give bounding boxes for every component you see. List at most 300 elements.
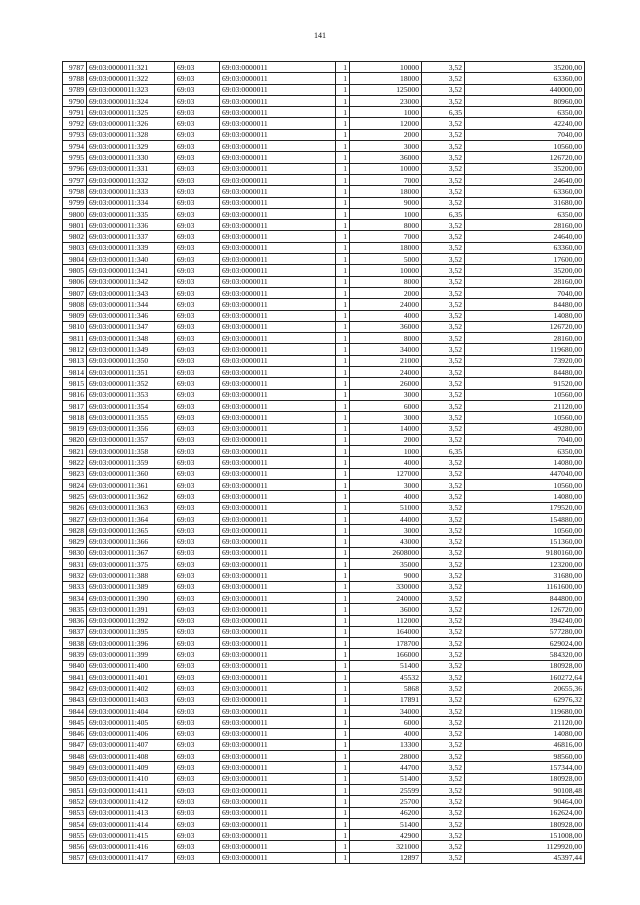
quarter-number-cell: 69:03:0000011 <box>220 118 336 129</box>
specific-value-cell: 3,52 <box>422 84 465 95</box>
cadastral-value-cell: 154880,00 <box>465 513 585 524</box>
table-row <box>63 581 585 592</box>
region-code-cell: 69:03 <box>175 796 220 807</box>
parcel-count-cell: 1 <box>336 592 350 603</box>
specific-value-cell: 3,52 <box>422 785 465 796</box>
quarter-number-cell: 69:03:0000011 <box>220 62 336 73</box>
quarter-number-cell: 69:03:0000011 <box>220 84 336 95</box>
cadastral-value-cell: 126720,00 <box>465 152 585 163</box>
area-value-cell: 125000 <box>350 84 422 95</box>
row-number-cell: 9830 <box>63 547 87 558</box>
cadastral-number-cell: 69:03:0000011:405 <box>87 717 175 728</box>
parcel-count-cell: 1 <box>336 785 350 796</box>
quarter-number-cell: 69:03:0000011 <box>220 751 336 762</box>
specific-value-cell: 3,52 <box>422 389 465 400</box>
cadastral-value-cell: 180928,00 <box>465 773 585 784</box>
parcel-count-cell: 1 <box>336 818 350 829</box>
region-code-cell: 69:03 <box>175 95 220 106</box>
quarter-number-cell: 69:03:0000011 <box>220 287 336 298</box>
region-code-cell: 69:03 <box>175 231 220 242</box>
region-code-cell: 69:03 <box>175 818 220 829</box>
cadastral-value-cell: 17600,00 <box>465 254 585 265</box>
row-number-cell: 9857 <box>63 852 87 863</box>
cadastral-value-cell: 35200,00 <box>465 163 585 174</box>
quarter-number-cell: 69:03:0000011 <box>220 785 336 796</box>
specific-value-cell: 3,52 <box>422 276 465 287</box>
area-value-cell: 2000 <box>350 434 422 445</box>
cadastral-value-cell: 10560,00 <box>465 141 585 152</box>
parcel-count-cell: 1 <box>336 220 350 231</box>
row-number-cell: 9842 <box>63 683 87 694</box>
specific-value-cell: 3,52 <box>422 254 465 265</box>
cadastral-number-cell: 69:03:0000011:396 <box>87 638 175 649</box>
region-code-cell: 69:03 <box>175 649 220 660</box>
region-code-cell: 69:03 <box>175 491 220 502</box>
specific-value-cell: 3,52 <box>422 423 465 434</box>
cadastral-value-cell: 80960,00 <box>465 95 585 106</box>
row-number-cell: 9843 <box>63 694 87 705</box>
parcel-count-cell: 1 <box>336 95 350 106</box>
row-number-cell: 9815 <box>63 378 87 389</box>
area-value-cell: 4000 <box>350 728 422 739</box>
cadastral-value-cell: 31680,00 <box>465 197 585 208</box>
row-number-cell: 9802 <box>63 231 87 242</box>
cadastral-number-cell: 69:03:0000011:388 <box>87 570 175 581</box>
region-code-cell: 69:03 <box>175 852 220 863</box>
parcel-count-cell: 1 <box>336 378 350 389</box>
table-row <box>63 852 585 863</box>
area-value-cell: 51400 <box>350 660 422 671</box>
cadastral-number-cell: 69:03:0000011:400 <box>87 660 175 671</box>
quarter-number-cell: 69:03:0000011 <box>220 773 336 784</box>
row-number-cell: 9817 <box>63 400 87 411</box>
quarter-number-cell: 69:03:0000011 <box>220 163 336 174</box>
specific-value-cell: 6,35 <box>422 208 465 219</box>
specific-value-cell: 3,52 <box>422 344 465 355</box>
area-value-cell: 3000 <box>350 525 422 536</box>
area-value-cell: 8000 <box>350 220 422 231</box>
row-number-cell: 9829 <box>63 536 87 547</box>
region-code-cell: 69:03 <box>175 479 220 490</box>
region-code-cell: 69:03 <box>175 423 220 434</box>
parcel-count-cell: 1 <box>336 434 350 445</box>
table-row <box>63 242 585 253</box>
region-code-cell: 69:03 <box>175 570 220 581</box>
row-number-cell: 9822 <box>63 457 87 468</box>
row-number-cell: 9805 <box>63 265 87 276</box>
area-value-cell: 6000 <box>350 400 422 411</box>
cadastral-value-cell: 98560,00 <box>465 751 585 762</box>
parcel-count-cell: 1 <box>336 683 350 694</box>
region-code-cell: 69:03 <box>175 705 220 716</box>
specific-value-cell: 3,52 <box>422 638 465 649</box>
page-number: 141 <box>314 31 326 40</box>
cadastral-value-cell: 7040,00 <box>465 287 585 298</box>
cadastral-number-cell: 69:03:0000011:330 <box>87 152 175 163</box>
cadastral-number-cell: 69:03:0000011:391 <box>87 604 175 615</box>
specific-value-cell: 3,52 <box>422 559 465 570</box>
specific-value-cell: 3,52 <box>422 400 465 411</box>
parcel-count-cell: 1 <box>336 163 350 174</box>
cadastral-number-cell: 69:03:0000011:407 <box>87 739 175 750</box>
cadastral-value-cell: 151360,00 <box>465 536 585 547</box>
quarter-number-cell: 69:03:0000011 <box>220 321 336 332</box>
row-number-cell: 9839 <box>63 649 87 660</box>
quarter-number-cell: 69:03:0000011 <box>220 423 336 434</box>
row-number-cell: 9791 <box>63 107 87 118</box>
parcel-count-cell: 1 <box>336 717 350 728</box>
specific-value-cell: 3,52 <box>422 570 465 581</box>
specific-value-cell: 3,52 <box>422 287 465 298</box>
cadastral-value-cell: 180928,00 <box>465 818 585 829</box>
specific-value-cell: 3,52 <box>422 683 465 694</box>
cadastral-value-cell: 28160,00 <box>465 276 585 287</box>
parcel-count-cell: 1 <box>336 581 350 592</box>
cadastral-number-cell: 69:03:0000011:324 <box>87 95 175 106</box>
cadastral-value-cell: 63360,00 <box>465 186 585 197</box>
cadastral-value-cell: 123200,00 <box>465 559 585 570</box>
cadastral-number-cell: 69:03:0000011:415 <box>87 830 175 841</box>
quarter-number-cell: 69:03:0000011 <box>220 683 336 694</box>
parcel-count-cell: 1 <box>336 739 350 750</box>
cadastral-number-cell: 69:03:0000011:365 <box>87 525 175 536</box>
table-row <box>63 434 585 445</box>
cadastral-value-cell: 45397,44 <box>465 852 585 863</box>
region-code-cell: 69:03 <box>175 141 220 152</box>
quarter-number-cell: 69:03:0000011 <box>220 367 336 378</box>
cadastral-value-cell: 7040,00 <box>465 129 585 140</box>
cadastral-value-cell: 35200,00 <box>465 62 585 73</box>
row-number-cell: 9801 <box>63 220 87 231</box>
specific-value-cell: 3,52 <box>422 378 465 389</box>
region-code-cell: 69:03 <box>175 773 220 784</box>
cadastral-number-cell: 69:03:0000011:352 <box>87 378 175 389</box>
region-code-cell: 69:03 <box>175 84 220 95</box>
row-number-cell: 9798 <box>63 186 87 197</box>
area-value-cell: 12000 <box>350 118 422 129</box>
table-row <box>63 254 585 265</box>
area-value-cell: 127000 <box>350 468 422 479</box>
table-row <box>63 694 585 705</box>
region-code-cell: 69:03 <box>175 785 220 796</box>
table-row <box>63 660 585 671</box>
row-number-cell: 9835 <box>63 604 87 615</box>
cadastral-value-cell: 84480,00 <box>465 299 585 310</box>
parcel-count-cell: 1 <box>336 796 350 807</box>
specific-value-cell: 3,52 <box>422 321 465 332</box>
parcel-count-cell: 1 <box>336 807 350 818</box>
parcel-count-cell: 1 <box>336 728 350 739</box>
parcel-count-cell: 1 <box>336 423 350 434</box>
area-value-cell: 13300 <box>350 739 422 750</box>
area-value-cell: 112000 <box>350 615 422 626</box>
parcel-count-cell: 1 <box>336 321 350 332</box>
region-code-cell: 69:03 <box>175 265 220 276</box>
cadastral-number-cell: 69:03:0000011:410 <box>87 773 175 784</box>
specific-value-cell: 3,52 <box>422 62 465 73</box>
row-number-cell: 9847 <box>63 739 87 750</box>
quarter-number-cell: 69:03:0000011 <box>220 333 336 344</box>
cadastral-number-cell: 69:03:0000011:334 <box>87 197 175 208</box>
parcel-count-cell: 1 <box>336 367 350 378</box>
area-value-cell: 330000 <box>350 581 422 592</box>
region-code-cell: 69:03 <box>175 208 220 219</box>
cadastral-number-cell: 69:03:0000011:359 <box>87 457 175 468</box>
row-number-cell: 9813 <box>63 355 87 366</box>
row-number-cell: 9853 <box>63 807 87 818</box>
parcel-count-cell: 1 <box>336 830 350 841</box>
cadastral-number-cell: 69:03:0000011:416 <box>87 841 175 852</box>
cadastral-value-cell: 73920,00 <box>465 355 585 366</box>
quarter-number-cell: 69:03:0000011 <box>220 717 336 728</box>
specific-value-cell: 3,52 <box>422 513 465 524</box>
region-code-cell: 69:03 <box>175 672 220 683</box>
quarter-number-cell: 69:03:0000011 <box>220 672 336 683</box>
table-row <box>63 570 585 581</box>
area-value-cell: 3000 <box>350 141 422 152</box>
parcel-count-cell: 1 <box>336 73 350 84</box>
table-row <box>63 276 585 287</box>
row-number-cell: 9834 <box>63 592 87 603</box>
quarter-number-cell: 69:03:0000011 <box>220 852 336 863</box>
quarter-number-cell: 69:03:0000011 <box>220 491 336 502</box>
parcel-count-cell: 1 <box>336 672 350 683</box>
cadastral-value-cell: 49280,00 <box>465 423 585 434</box>
cadastral-value-cell: 394240,00 <box>465 615 585 626</box>
table-row <box>63 683 585 694</box>
parcel-count-cell: 1 <box>336 287 350 298</box>
cadastral-value-table <box>62 61 585 864</box>
cadastral-number-cell: 69:03:0000011:399 <box>87 649 175 660</box>
region-code-cell: 69:03 <box>175 355 220 366</box>
cadastral-value-cell: 1161600,00 <box>465 581 585 592</box>
area-value-cell: 45532 <box>350 672 422 683</box>
row-number-cell: 9844 <box>63 705 87 716</box>
quarter-number-cell: 69:03:0000011 <box>220 174 336 185</box>
parcel-count-cell: 1 <box>336 412 350 423</box>
cadastral-number-cell: 69:03:0000011:411 <box>87 785 175 796</box>
table-row <box>63 818 585 829</box>
table-row <box>63 739 585 750</box>
parcel-count-cell: 1 <box>336 570 350 581</box>
cadastral-number-cell: 69:03:0000011:340 <box>87 254 175 265</box>
specific-value-cell: 3,52 <box>422 592 465 603</box>
table-row <box>63 751 585 762</box>
specific-value-cell: 3,52 <box>422 491 465 502</box>
row-number-cell: 9845 <box>63 717 87 728</box>
cadastral-number-cell: 69:03:0000011:392 <box>87 615 175 626</box>
parcel-count-cell: 1 <box>336 174 350 185</box>
cadastral-value-cell: 10560,00 <box>465 389 585 400</box>
cadastral-value-cell: 14080,00 <box>465 728 585 739</box>
table-row <box>63 389 585 400</box>
parcel-count-cell: 1 <box>336 118 350 129</box>
specific-value-cell: 3,52 <box>422 118 465 129</box>
region-code-cell: 69:03 <box>175 321 220 332</box>
quarter-number-cell: 69:03:0000011 <box>220 739 336 750</box>
region-code-cell: 69:03 <box>175 174 220 185</box>
area-value-cell: 166000 <box>350 649 422 660</box>
table-row <box>63 220 585 231</box>
cadastral-value-cell: 62976,32 <box>465 694 585 705</box>
area-value-cell: 1000 <box>350 107 422 118</box>
specific-value-cell: 3,52 <box>422 310 465 321</box>
cadastral-number-cell: 69:03:0000011:355 <box>87 412 175 423</box>
parcel-count-cell: 1 <box>336 107 350 118</box>
cadastral-number-cell: 69:03:0000011:358 <box>87 446 175 457</box>
quarter-number-cell: 69:03:0000011 <box>220 378 336 389</box>
cadastral-number-cell: 69:03:0000011:349 <box>87 344 175 355</box>
row-number-cell: 9856 <box>63 841 87 852</box>
quarter-number-cell: 69:03:0000011 <box>220 446 336 457</box>
cadastral-value-cell: 126720,00 <box>465 321 585 332</box>
quarter-number-cell: 69:03:0000011 <box>220 208 336 219</box>
row-number-cell: 9825 <box>63 491 87 502</box>
region-code-cell: 69:03 <box>175 389 220 400</box>
cadastral-value-cell: 28160,00 <box>465 220 585 231</box>
quarter-number-cell: 69:03:0000011 <box>220 242 336 253</box>
area-value-cell: 24000 <box>350 367 422 378</box>
quarter-number-cell: 69:03:0000011 <box>220 547 336 558</box>
cadastral-value-cell: 1129920,00 <box>465 841 585 852</box>
table-row <box>63 423 585 434</box>
row-number-cell: 9818 <box>63 412 87 423</box>
table-row <box>63 773 585 784</box>
parcel-count-cell: 1 <box>336 694 350 705</box>
quarter-number-cell: 69:03:0000011 <box>220 525 336 536</box>
quarter-number-cell: 69:03:0000011 <box>220 841 336 852</box>
region-code-cell: 69:03 <box>175 367 220 378</box>
cadastral-number-cell: 69:03:0000011:408 <box>87 751 175 762</box>
cadastral-value-cell: 14080,00 <box>465 310 585 321</box>
cadastral-value-cell: 440000,00 <box>465 84 585 95</box>
table-row <box>63 152 585 163</box>
row-number-cell: 9846 <box>63 728 87 739</box>
parcel-count-cell: 1 <box>336 479 350 490</box>
cadastral-value-cell: 20655,36 <box>465 683 585 694</box>
area-value-cell: 10000 <box>350 265 422 276</box>
specific-value-cell: 3,52 <box>422 649 465 660</box>
specific-value-cell: 3,52 <box>422 536 465 547</box>
row-number-cell: 9841 <box>63 672 87 683</box>
area-value-cell: 5000 <box>350 254 422 265</box>
cadastral-number-cell: 69:03:0000011:347 <box>87 321 175 332</box>
specific-value-cell: 3,52 <box>422 479 465 490</box>
cadastral-number-cell: 69:03:0000011:375 <box>87 559 175 570</box>
cadastral-value-cell: 35200,00 <box>465 265 585 276</box>
cadastral-value-cell: 31680,00 <box>465 570 585 581</box>
cadastral-number-cell: 69:03:0000011:366 <box>87 536 175 547</box>
table-body <box>63 62 585 864</box>
area-value-cell: 14000 <box>350 423 422 434</box>
specific-value-cell: 3,52 <box>422 73 465 84</box>
table-row <box>63 344 585 355</box>
cadastral-value-cell: 180928,00 <box>465 660 585 671</box>
table-row <box>63 502 585 513</box>
area-value-cell: 24000 <box>350 299 422 310</box>
cadastral-number-cell: 69:03:0000011:325 <box>87 107 175 118</box>
area-value-cell: 321000 <box>350 841 422 852</box>
area-value-cell: 2000 <box>350 129 422 140</box>
area-value-cell: 28000 <box>350 751 422 762</box>
specific-value-cell: 3,52 <box>422 367 465 378</box>
cadastral-number-cell: 69:03:0000011:344 <box>87 299 175 310</box>
cadastral-value-cell: 10560,00 <box>465 479 585 490</box>
cadastral-value-cell: 91520,00 <box>465 378 585 389</box>
region-code-cell: 69:03 <box>175 62 220 73</box>
area-value-cell: 36000 <box>350 152 422 163</box>
area-value-cell: 25599 <box>350 785 422 796</box>
row-number-cell: 9821 <box>63 446 87 457</box>
parcel-count-cell: 1 <box>336 197 350 208</box>
area-value-cell: 34000 <box>350 705 422 716</box>
quarter-number-cell: 69:03:0000011 <box>220 355 336 366</box>
row-number-cell: 9787 <box>63 62 87 73</box>
area-value-cell: 18000 <box>350 73 422 84</box>
specific-value-cell: 3,52 <box>422 672 465 683</box>
area-value-cell: 9000 <box>350 197 422 208</box>
specific-value-cell: 3,52 <box>422 717 465 728</box>
row-number-cell: 9797 <box>63 174 87 185</box>
cadastral-number-cell: 69:03:0000011:342 <box>87 276 175 287</box>
table-row <box>63 717 585 728</box>
cadastral-value-cell: 24640,00 <box>465 174 585 185</box>
row-number-cell: 9795 <box>63 152 87 163</box>
area-value-cell: 1000 <box>350 446 422 457</box>
cadastral-number-cell: 69:03:0000011:329 <box>87 141 175 152</box>
area-value-cell: 4000 <box>350 310 422 321</box>
cadastral-value-cell: 14080,00 <box>465 457 585 468</box>
row-number-cell: 9789 <box>63 84 87 95</box>
table-row <box>63 705 585 716</box>
specific-value-cell: 6,35 <box>422 446 465 457</box>
specific-value-cell: 3,52 <box>422 694 465 705</box>
region-code-cell: 69:03 <box>175 559 220 570</box>
specific-value-cell: 3,52 <box>422 220 465 231</box>
region-code-cell: 69:03 <box>175 841 220 852</box>
row-number-cell: 9820 <box>63 434 87 445</box>
cadastral-number-cell: 69:03:0000011:413 <box>87 807 175 818</box>
quarter-number-cell: 69:03:0000011 <box>220 660 336 671</box>
cadastral-number-cell: 69:03:0000011:341 <box>87 265 175 276</box>
table-row <box>63 626 585 637</box>
quarter-number-cell: 69:03:0000011 <box>220 796 336 807</box>
cadastral-value-cell: 63360,00 <box>465 242 585 253</box>
parcel-count-cell: 1 <box>336 852 350 863</box>
cadastral-number-cell: 69:03:0000011:350 <box>87 355 175 366</box>
cadastral-number-cell: 69:03:0000011:367 <box>87 547 175 558</box>
specific-value-cell: 3,52 <box>422 457 465 468</box>
region-code-cell: 69:03 <box>175 186 220 197</box>
row-number-cell: 9828 <box>63 525 87 536</box>
region-code-cell: 69:03 <box>175 254 220 265</box>
parcel-count-cell: 1 <box>336 762 350 773</box>
table-row <box>63 536 585 547</box>
parcel-count-cell: 1 <box>336 344 350 355</box>
table-row <box>63 638 585 649</box>
cadastral-value-cell: 28160,00 <box>465 333 585 344</box>
row-number-cell: 9806 <box>63 276 87 287</box>
specific-value-cell: 3,52 <box>422 751 465 762</box>
area-value-cell: 36000 <box>350 604 422 615</box>
table-row <box>63 367 585 378</box>
specific-value-cell: 3,52 <box>422 242 465 253</box>
region-code-cell: 69:03 <box>175 638 220 649</box>
cadastral-number-cell: 69:03:0000011:322 <box>87 73 175 84</box>
region-code-cell: 69:03 <box>175 604 220 615</box>
quarter-number-cell: 69:03:0000011 <box>220 638 336 649</box>
row-number-cell: 9827 <box>63 513 87 524</box>
